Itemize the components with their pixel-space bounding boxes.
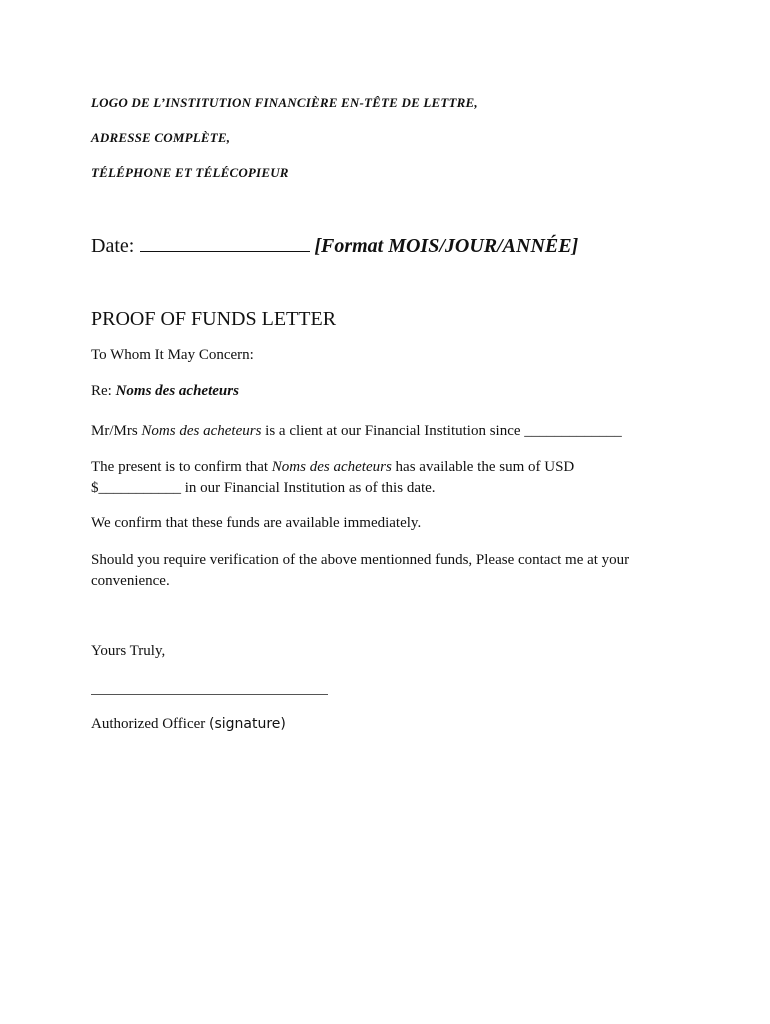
p2-prefix: The present is to confirm that xyxy=(91,459,269,475)
date-line xyxy=(91,233,578,258)
letterhead-logo-line: LOGO DE L’INSTITUTION FINANCIÈRE EN-TÊTE DE LETTRE, xyxy=(91,95,478,110)
re-label: Re: xyxy=(91,383,112,399)
paragraph-funds-available: We confirm that these funds are available immediately. xyxy=(91,515,422,531)
signature-note: (signature) xyxy=(209,716,286,732)
letter-title: PROOF OF FUNDS LETTER xyxy=(91,308,337,330)
signature-rule xyxy=(91,694,328,695)
signer-title: Authorized Officer xyxy=(91,716,206,732)
re-buyers-name: Noms des acheteurs xyxy=(115,383,239,399)
p1-prefix: Mr/Mrs xyxy=(91,423,138,439)
p1-buyers-name: Noms des acheteurs xyxy=(141,423,262,439)
paragraph-confirm-line2: $___________ in our Financial Institution as of this date. xyxy=(91,480,436,496)
date-label: Date: xyxy=(91,235,135,257)
letterhead-phone-line: TÉLÉPHONE ET TÉLÉCOPIEUR xyxy=(91,165,289,180)
re-line xyxy=(91,382,239,400)
closing: Yours Truly, xyxy=(91,643,166,659)
paragraph-client xyxy=(91,422,622,440)
signer-line xyxy=(91,715,286,733)
paragraph-confirm-line1 xyxy=(91,458,574,476)
p2-suffix: has available the sum of USD xyxy=(395,459,575,475)
p2-buyers-name: Noms des acheteurs xyxy=(271,459,392,475)
letterhead-address-line: ADRESSE COMPLÈTE, xyxy=(91,130,231,145)
p1-suffix: is a client at our Financial Institution since _____________ xyxy=(265,423,622,439)
paragraph-verification-line2: convenience. xyxy=(91,573,170,589)
date-blank xyxy=(140,233,310,252)
salutation: To Whom It May Concern: xyxy=(91,347,254,363)
date-format: [Format MOIS/JOUR/ANNÉE] xyxy=(314,235,579,257)
paragraph-verification-line1: Should you require verification of the above mentionned funds, Please contact me at your xyxy=(91,552,630,568)
